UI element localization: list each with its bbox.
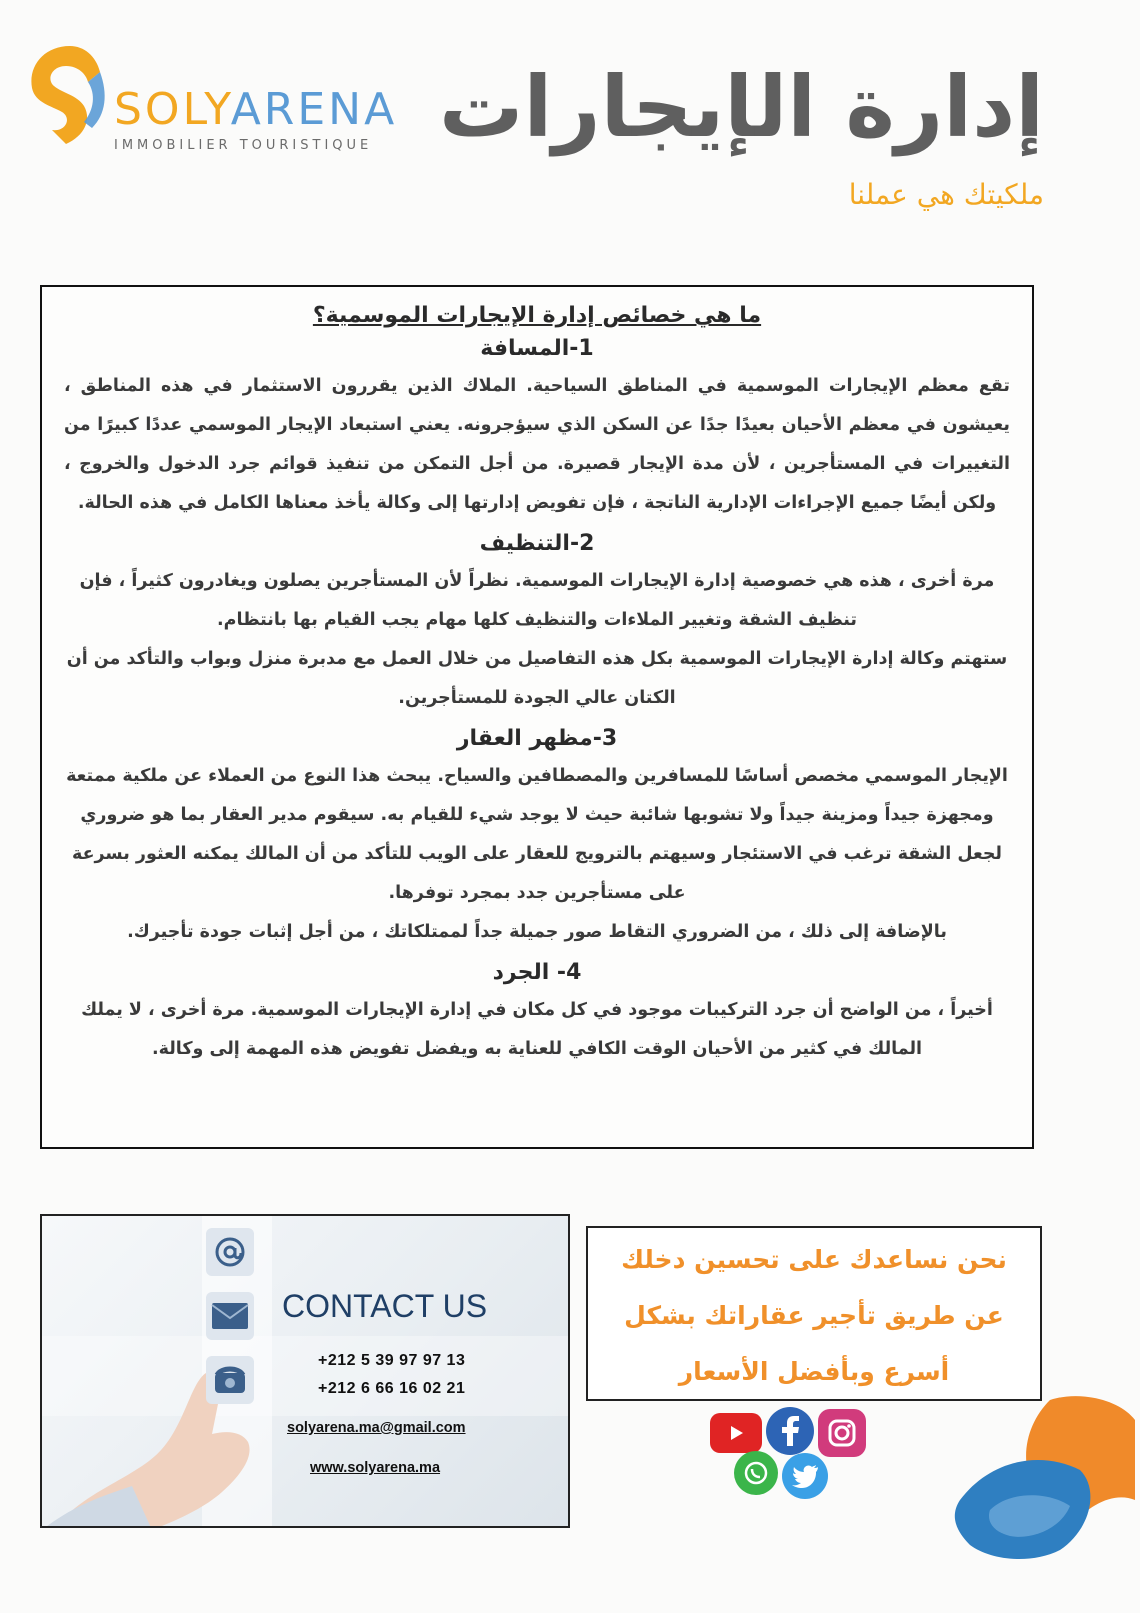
article-box bbox=[40, 285, 1034, 1149]
youtube-icon[interactable] bbox=[710, 1413, 762, 1453]
logo-mark-icon bbox=[22, 40, 112, 150]
page-subtitle: ملكيتك هي عملنا bbox=[848, 178, 1044, 211]
envelope-icon[interactable] bbox=[206, 1292, 254, 1340]
paint-splash-decoration bbox=[930, 1380, 1140, 1570]
section-paragraph: بالإضافة إلى ذلك ، من الضروري التقاط صور جميلة جداً لممتلكاتك ، من أجل إثبات جودة تأجيرك. bbox=[127, 922, 947, 942]
section-paragraph: الإيجار الموسمي مخصص أساسًا للمسافرين والمصطافين والسياح. يبحث هذا النوع من العملاء عن ملكية ممتعة ومجهزة جيداً ومزينة جيداً ولا تشوبها شائبة حيث لا يوجد شيء للقيام به. سيقوم مدير العقار بما هو ضروري لجعل الشقة ترغب في الاستئجار وسيهتم بالترويج للعقار على الويب للتأكد من أن المالك يمكنه العثور بسرعة على مستأجرين جدد بمجرد توفرها. bbox=[66, 766, 1008, 903]
promo-line: عن طريق تأجير عقاراتك بشكل bbox=[624, 1301, 1004, 1330]
page-title: إدارة الإيجارات bbox=[439, 58, 1044, 156]
website-link[interactable]: www.solyarena.ma bbox=[310, 1460, 441, 1476]
email-link[interactable]: solyarena.ma@gmail.com bbox=[287, 1420, 466, 1436]
phone-icon[interactable] bbox=[206, 1356, 254, 1404]
promo-line: نحن نساعدك على تحسين دخلك bbox=[621, 1245, 1007, 1274]
promo-line: أسرع وبأفضل الأسعار bbox=[678, 1357, 950, 1386]
at-icon[interactable] bbox=[206, 1228, 254, 1276]
promo-box bbox=[586, 1226, 1042, 1401]
phone-number-1[interactable]: +212 5 39 97 97 13 bbox=[318, 1352, 466, 1369]
section-title-inventory: 4- الجرد bbox=[492, 960, 582, 985]
social-icons bbox=[710, 1395, 920, 1515]
facebook-icon[interactable] bbox=[766, 1407, 814, 1455]
section-paragraph: مرة أخرى ، هذه هي خصوصية إدارة الإيجارات الموسمية. نظراً لأن المستأجرين يصلون ويغادرون كثيراً ، فإن تنظيف الشقة وتغيير الملاءات والتنظيف كلها مهام يجب القيام بها بانتظام. bbox=[79, 571, 995, 630]
section-paragraph: أخيراً ، من الواضح أن جرد التركيبات موجود في كل مكان في إدارة الإيجارات الموسمية. مرة أخرى ، لا يملك المالك في كثير من الأحيان الوقت الكافي للعناية به ويفضل تفويض هذه المهمة إلى وكالة. bbox=[81, 1000, 993, 1059]
section-title-appearance: 3-مظهر العقار bbox=[456, 726, 618, 751]
twitter-icon[interactable] bbox=[782, 1453, 828, 1499]
brand-logo bbox=[22, 40, 402, 153]
section-title-cleaning: 2-التنظيف bbox=[479, 531, 595, 556]
instagram-icon[interactable] bbox=[818, 1409, 866, 1457]
brand-name: SOLYARENA bbox=[114, 84, 398, 135]
contact-card bbox=[40, 1214, 570, 1528]
section-paragraph: ستهتم وكالة إدارة الإيجارات الموسمية بكل هذه التفاصيل من خلال العمل مع مدبرة منزل وبواب والتأكد من أن الكتان عالي الجودة للمستأجرين. bbox=[66, 649, 1008, 708]
section-title-distance: 1-المسافة bbox=[480, 336, 594, 361]
brand-tagline: IMMOBILIER TOURISTIQUE bbox=[114, 138, 373, 153]
hand-pointing-illustration bbox=[42, 1346, 322, 1528]
article-heading: ما هي خصائص إدارة الإيجارات الموسمية؟ bbox=[312, 303, 762, 328]
whatsapp-icon[interactable] bbox=[734, 1451, 778, 1495]
section-paragraph: تقع معظم الإيجارات الموسمية في المناطق السياحية. الملاك الذين يقررون الاستثمار في هذه المناطق ، يعيشون في معظم الأحيان بعيدًا جدًا عن السكن الذي سيؤجرونه. يعني استبعاد الإيجار الموسمي عددًا كبيرًا من التغييرات في المستأجرين ، لأن مدة الإيجار قصيرة. من أجل التمكن من تنفيذ قوائم جرد الدخول والخروج ، ولكن أيضًا جميع الإجراءات الإدارية الناتجة ، فإن تفويض إدارتها إلى وكالة يأخذ معناها الكامل في هذه الحالة. bbox=[64, 376, 1010, 513]
phone-number-2[interactable]: +212 6 66 16 02 21 bbox=[318, 1380, 466, 1397]
contact-title: CONTACT US bbox=[282, 1288, 488, 1324]
